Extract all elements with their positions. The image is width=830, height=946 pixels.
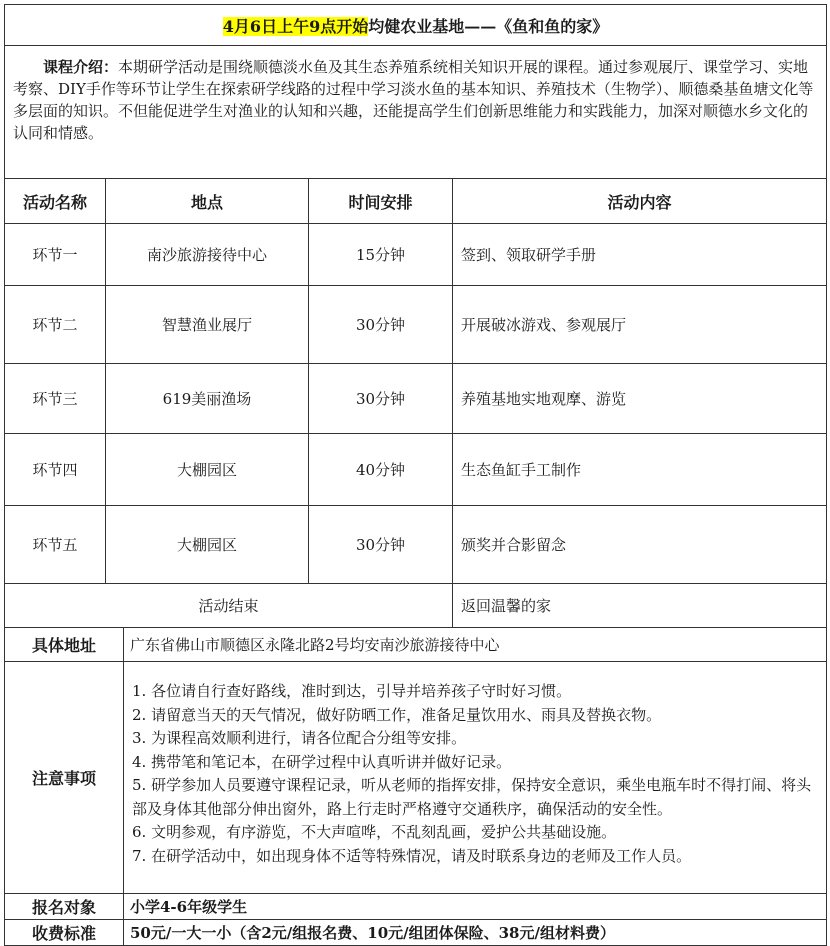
activity-name: 环节五 (5, 506, 106, 584)
fee-value: 50元/一大一小（含2元/组报名费、10元/组团体保险、38元/组材料费） (124, 920, 827, 946)
table-row (5, 434, 827, 506)
header-content: 活动内容 (453, 179, 827, 224)
document-title (5, 5, 827, 46)
notes-row (5, 662, 827, 894)
note-item: 3. 为课程高效顺利进行，请各位配合分组等安排。 (132, 729, 467, 747)
notes-list (124, 662, 827, 894)
activity-time: 15分钟 (309, 224, 453, 286)
activity-place: 南沙旅游接待中心 (106, 224, 309, 286)
table-row (5, 364, 827, 434)
enroll-value: 小学4-6年级学生 (124, 894, 827, 920)
address-value: 广东省佛山市顺德区永隆北路2号均安南沙旅游接待中心 (124, 628, 827, 662)
header-time: 时间安排 (309, 179, 453, 224)
activity-end-row (5, 584, 827, 628)
note-item: 4. 携带笔和笔记本，在研学过程中认真听讲并做好记录。 (132, 752, 512, 771)
table-row (5, 286, 827, 364)
activity-content: 开展破冰游戏、参观展厅 (453, 286, 827, 364)
note-item: 2. 请留意当天的天气情况，做好防晒工作，准备足量饮用水、雨具及替换衣物。 (132, 705, 662, 724)
activity-place: 大棚园区 (106, 506, 309, 584)
activity-end-content: 返回温馨的家 (453, 584, 827, 628)
activity-name: 环节二 (5, 286, 106, 364)
intro-label: 课程介绍： (43, 58, 119, 76)
header-place: 地点 (106, 179, 309, 224)
table-row (5, 224, 827, 286)
activity-time: 30分钟 (309, 286, 453, 364)
activity-place: 智慧渔业展厅 (106, 286, 309, 364)
activity-time: 30分钟 (309, 506, 453, 584)
fee-row (5, 920, 827, 946)
address-row (5, 628, 827, 662)
title-highlight: 4月6日上午9点开始 (222, 16, 369, 36)
header-activity-name: 活动名称 (5, 179, 106, 224)
activity-name: 环节三 (5, 364, 106, 434)
activity-place: 大棚园区 (106, 434, 309, 506)
activity-content: 颁奖并合影留念 (453, 506, 827, 584)
title-rest: 均健农业基地——《鱼和鱼的家》 (368, 16, 609, 36)
table-row (5, 506, 827, 584)
activity-name: 环节四 (5, 434, 106, 506)
intro-text: 本期研学活动是围绕顺德淡水鱼及其生态养殖系统相关知识开展的课程。通过参观展厅、课堂学习、实地考察、DIY手作等环节让学生在探索研学线路的过程中学习淡水鱼的基本知识、养殖技术（生物学）、顺德桑基鱼塘文化等多层面的知识。不但能促进学生对渔业的认知和兴趣，还能提高学生们创新思维能力和实践能力，加深对顺德水乡文化的认同和情感。 (13, 58, 814, 142)
note-item: 1. 各位请自行查好路线，准时到达，引导并培养孩子守时好习惯。 (132, 682, 572, 700)
activity-content: 养殖基地实地观摩、游览 (453, 364, 827, 434)
note-item: 5. 研学参加人员要遵守课程记录，听从老师的指挥安排，保持安全意识，乘坐电瓶车时不得打闹、将头部及身体其他部分伸出窗外，路上行走时严格遵守交通秩序，确保活动的安全性。 (132, 776, 812, 818)
table-header-row (5, 179, 827, 224)
activity-place: 619美丽渔场 (106, 364, 309, 434)
notes-label: 注意事项 (5, 662, 124, 894)
address-label: 具体地址 (5, 628, 124, 662)
note-item: 7. 在研学活动中，如出现身体不适等特殊情况，请及时联系身边的老师及工作人员。 (132, 846, 692, 865)
activity-content: 签到、领取研学手册 (453, 224, 827, 286)
course-intro (5, 46, 827, 179)
schedule-table (4, 4, 827, 946)
activity-time: 40分钟 (309, 434, 453, 506)
activity-content: 生态鱼缸手工制作 (453, 434, 827, 506)
note-item: 6. 文明参观，有序游览，不大声喧哗，不乱刻乱画，爱护公共基础设施。 (132, 823, 617, 841)
activity-name: 环节一 (5, 224, 106, 286)
activity-end-label: 活动结束 (5, 584, 453, 628)
enroll-row (5, 894, 827, 920)
enroll-label: 报名对象 (5, 894, 124, 920)
activity-time: 30分钟 (309, 364, 453, 434)
activity-document (4, 4, 826, 946)
fee-label: 收费标准 (5, 920, 124, 946)
